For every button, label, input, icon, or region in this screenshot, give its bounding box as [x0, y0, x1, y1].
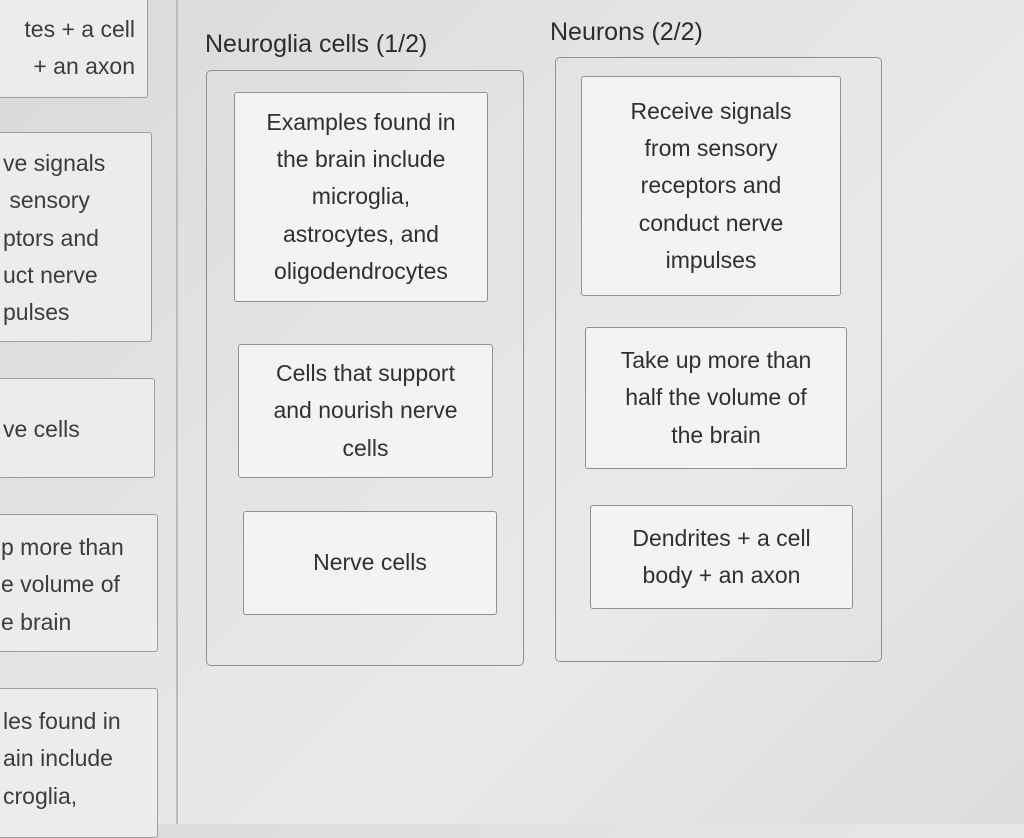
bank-card-label: ve cells [3, 416, 80, 442]
card-label: Take up more than half the volume of the brain [620, 347, 812, 448]
neurons-card-receive-signals[interactable] [581, 76, 841, 296]
bank-card-take-up-volume[interactable] [0, 514, 158, 652]
neurons-card-take-up-volume[interactable] [585, 327, 847, 469]
bank-card-label: les found in ain include croglia, [3, 708, 121, 809]
neuroglia-card-examples[interactable] [234, 92, 488, 302]
bank-card-examples[interactable] [0, 688, 158, 838]
bank-card-label: ve signals sensory ptors and uct nerve pulses [3, 150, 106, 325]
card-label: Receive signals from sensory receptors and conduct nerve impulses [630, 97, 792, 273]
neurons-heading: Neurons (2/2) [550, 18, 703, 46]
card-label: Examples found in the brain include microglia, astrocytes, and oligodendrocytes [266, 108, 456, 284]
neuroglia-card-support[interactable] [238, 344, 493, 478]
column-divider [176, 0, 178, 824]
bank-card-dendrites[interactable] [0, 0, 148, 98]
neurons-card-dendrites[interactable] [590, 505, 853, 609]
bank-card-nerve-cells[interactable] [0, 378, 155, 478]
neuroglia-heading: Neuroglia cells (1/2) [205, 30, 428, 58]
bank-card-label: tes + a cell + an axon [24, 16, 135, 80]
card-label: Cells that support and nourish nerve cells [273, 360, 458, 461]
bank-card-receive-signals[interactable] [0, 132, 152, 342]
bank-card-label: p more than e volume of e brain [1, 534, 124, 635]
card-label: Nerve cells [313, 549, 427, 576]
card-label: Dendrites + a cell body + an axon [632, 524, 811, 588]
neuroglia-card-nerve-cells[interactable] [243, 511, 497, 615]
